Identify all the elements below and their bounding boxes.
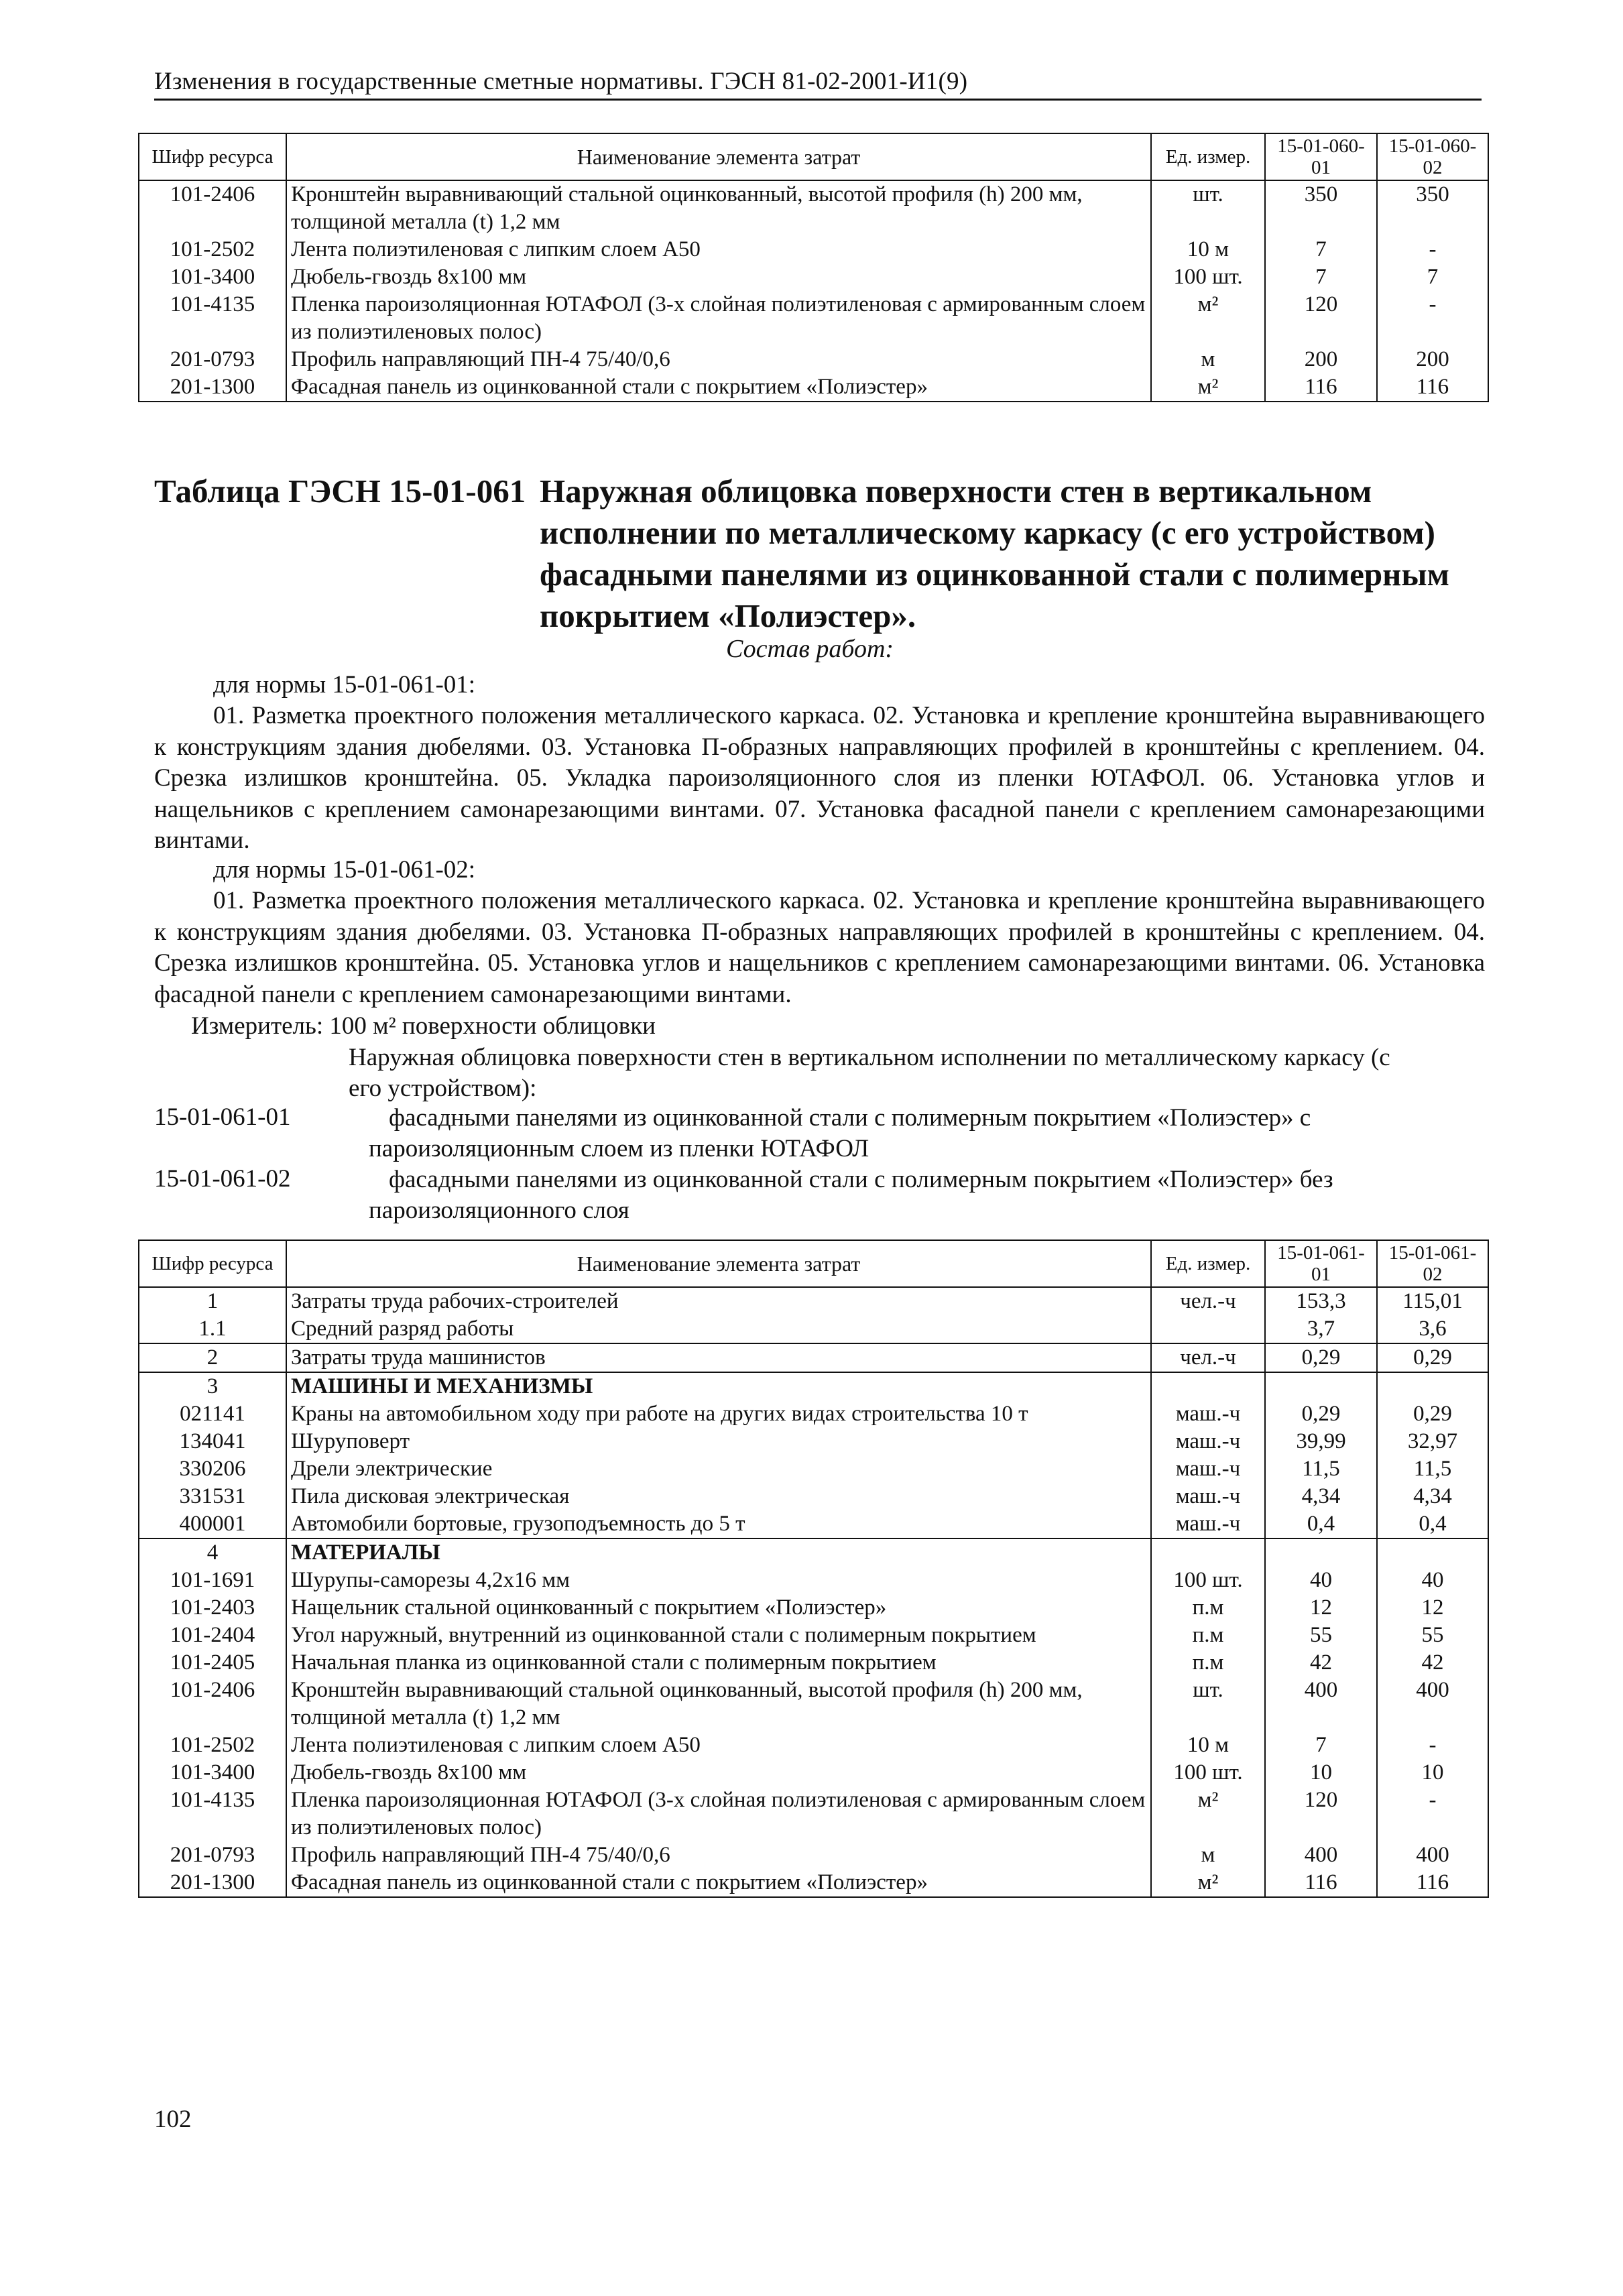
resource-name: Нащельник стальной оцинкованный с покрытием «Полиэстер» (286, 1594, 1151, 1622)
resource-unit: маш.-ч (1151, 1510, 1265, 1538)
header-unit: Ед. измер. (1151, 133, 1265, 180)
table-row (139, 373, 1488, 402)
resource-unit: м² (1151, 291, 1265, 346)
resource-unit: м (1151, 346, 1265, 373)
resource-unit: 10 м (1151, 236, 1265, 263)
resource-code: 201-0793 (139, 346, 286, 373)
table-row (139, 1287, 1488, 1315)
resource-table-060 (138, 133, 1489, 402)
resource-code: 101-4135 (139, 291, 286, 346)
resource-unit: шт. (1151, 1677, 1265, 1732)
resource-name: МАТЕРИАЛЫ (286, 1538, 1151, 1567)
resource-name: Краны на автомобильном ходу при работе на других видах строительства 10 т (286, 1400, 1151, 1428)
norm-2-value: 115,01 (1377, 1287, 1488, 1315)
norm-2-value: 40 (1377, 1567, 1488, 1594)
resource-code: 3 (139, 1372, 286, 1400)
resource-code: 2 (139, 1343, 286, 1372)
table-row (139, 1315, 1488, 1343)
norm-1-value: 39,99 (1265, 1428, 1377, 1455)
works-heading: Состав работ: (726, 635, 894, 663)
norm-1-value: 153,3 (1265, 1287, 1377, 1315)
resource-name: Кронштейн выравнивающий стальной оцинкованный, высотой профиля (h) 200 мм, толщиной металла (t) 1,2 мм (286, 180, 1151, 236)
resource-name: Пленка пароизоляционная ЮТАФОЛ (3-х слойная полиэтиленовая с армированным слоем из полиэтиленовых полос) (286, 1787, 1151, 1841)
resource-unit: м (1151, 1841, 1265, 1869)
table-body (139, 1287, 1488, 1897)
resource-name: Шуруповерт (286, 1428, 1151, 1455)
resource-code: 331531 (139, 1483, 286, 1510)
table-title-text: Наружная облицовка поверхности стен в вертикальном исполнении по металлическому каркасу (с его устройством) фасадными панелями из оцинкованной стали с полимерным покрытием «Полиэстер». (540, 473, 1449, 634)
norm-2-value: - (1377, 236, 1488, 263)
header-norm-1: 15-01-061-01 (1265, 1240, 1377, 1287)
resource-unit (1151, 1538, 1265, 1567)
norm-2-value (1377, 1538, 1488, 1567)
norm-1-value: 0,29 (1265, 1400, 1377, 1428)
header-norm-1: 15-01-060-01 (1265, 133, 1377, 180)
resource-code: 101-1691 (139, 1567, 286, 1594)
resource-unit: чел.-ч (1151, 1287, 1265, 1315)
norm-1-value: 40 (1265, 1567, 1377, 1594)
resource-code: 1 (139, 1287, 286, 1315)
norm-2-value: 116 (1377, 1869, 1488, 1897)
resource-code: 1.1 (139, 1315, 286, 1343)
resource-name: Кронштейн выравнивающий стальной оцинкованный, высотой профиля (h) 200 мм, толщиной металла (t) 1,2 мм (286, 1677, 1151, 1732)
table-row (139, 1677, 1488, 1732)
resource-name: Средний разряд работы (286, 1315, 1151, 1343)
resource-name: Автомобили бортовые, грузоподъемность до 5 т (286, 1510, 1151, 1538)
resource-name: Фасадная панель из оцинкованной стали с покрытием «Полиэстер» (286, 373, 1151, 402)
norm-2-value: 55 (1377, 1622, 1488, 1649)
resource-unit: п.м (1151, 1594, 1265, 1622)
norm-1-value: 7 (1265, 1732, 1377, 1759)
resource-unit: м² (1151, 373, 1265, 402)
resource-unit: 10 м (1151, 1732, 1265, 1759)
norm1-works: 01. Разметка проектного положения металлического каркаса. 02. Установка и крепление кронштейна выравнивающего к конструкциям здания дюбелями. 03. Установка П-образных направляющих профилей в кронштейны с креплением. 04. Срезка излишков кронштейна. 05. Укладка пароизоляционного слоя из пленки ЮТАФОЛ. 06. Установка углов и нащельников с креплением самонарезающими винтами. 07. Установка фасадной панели с креплением самонарезающими винтами. (154, 702, 1485, 854)
norm-2-value: 400 (1377, 1841, 1488, 1869)
resource-code: 021141 (139, 1400, 286, 1428)
norm-2-value: 42 (1377, 1649, 1488, 1677)
resource-table-061 (138, 1240, 1489, 1898)
norm-1-value: 120 (1265, 1787, 1377, 1841)
table-row (139, 1510, 1488, 1538)
table-row (139, 1732, 1488, 1759)
table-row (139, 346, 1488, 373)
resource-unit: чел.-ч (1151, 1343, 1265, 1372)
resource-code: 101-2403 (139, 1594, 286, 1622)
table-row (139, 1841, 1488, 1869)
norm-1-value: 4,34 (1265, 1483, 1377, 1510)
resource-code: 101-4135 (139, 1787, 286, 1841)
table-row (139, 263, 1488, 291)
norm-desc-1: фасадными панелями из оцинкованной стали с полимерным покрытием «Полиэстер» с пароизоляционным слоем из пленки ЮТАФОЛ (369, 1104, 1311, 1162)
table-row (139, 1538, 1488, 1567)
table-row (139, 291, 1488, 346)
resource-name: Пленка пароизоляционная ЮТАФОЛ (3-х слойная полиэтиленовая с армированным слоем из полиэтиленовых полос) (286, 291, 1151, 346)
table-row (139, 1567, 1488, 1594)
resource-unit: п.м (1151, 1622, 1265, 1649)
norm-code-2: 15-01-061-02 (154, 1165, 291, 1193)
resource-unit: 100 шт. (1151, 1567, 1265, 1594)
table-title-number: Таблица ГЭСН 15-01-061 (154, 473, 526, 509)
resource-unit: м² (1151, 1787, 1265, 1841)
norm-1-value: 12 (1265, 1594, 1377, 1622)
norm-desc-2: фасадными панелями из оцинкованной стали с полимерным покрытием «Полиэстер» без пароизоляционного слоя (369, 1166, 1333, 1224)
resource-name: МАШИНЫ И МЕХАНИЗМЫ (286, 1372, 1151, 1400)
norm-1-value: 200 (1265, 346, 1377, 373)
table-row (139, 1594, 1488, 1622)
table-body (139, 180, 1488, 402)
resource-unit: м² (1151, 1869, 1265, 1897)
norm-code-1: 15-01-061-01 (154, 1103, 291, 1131)
norm-2-value (1377, 1372, 1488, 1400)
header-code: Шифр ресурса (139, 133, 286, 180)
header-name: Наименование элемента затрат (286, 1240, 1151, 1287)
running-header: Изменения в государственные сметные нормативы. ГЭСН 81-02-2001-И1(9) (154, 67, 1482, 101)
norm-2-value: - (1377, 291, 1488, 346)
table-row (139, 1622, 1488, 1649)
resource-code: 101-3400 (139, 1759, 286, 1787)
norm-2-value: 0,29 (1377, 1400, 1488, 1428)
norm-2-value: 12 (1377, 1594, 1488, 1622)
norm-2-value: 200 (1377, 346, 1488, 373)
resource-name: Профиль направляющий ПН-4 75/40/0,6 (286, 346, 1151, 373)
resource-code: 101-2405 (139, 1649, 286, 1677)
norm1-label: для нормы 15-01-061-01: (213, 671, 476, 699)
norm-1-value: 350 (1265, 180, 1377, 236)
table-row (139, 1483, 1488, 1510)
header-unit: Ед. измер. (1151, 1240, 1265, 1287)
resource-unit: маш.-ч (1151, 1428, 1265, 1455)
norm-1-value (1265, 1372, 1377, 1400)
norm-1-value: 0,4 (1265, 1510, 1377, 1538)
norm-1-value: 116 (1265, 373, 1377, 402)
table-row (139, 1455, 1488, 1483)
resource-name: Лента полиэтиленовая с липким слоем А50 (286, 1732, 1151, 1759)
norm-2-value: 7 (1377, 263, 1488, 291)
resource-code: 101-2406 (139, 1677, 286, 1732)
resource-code: 201-1300 (139, 373, 286, 402)
table-row (139, 1343, 1488, 1372)
resource-unit: шт. (1151, 180, 1265, 236)
norm-2-value: 10 (1377, 1759, 1488, 1787)
resource-code: 330206 (139, 1455, 286, 1483)
resource-name: Дрели электрические (286, 1455, 1151, 1483)
resource-name: Лента полиэтиленовая с липким слоем А50 (286, 236, 1151, 263)
resource-name: Профиль направляющий ПН-4 75/40/0,6 (286, 1841, 1151, 1869)
resource-unit: маш.-ч (1151, 1400, 1265, 1428)
norm-1-value: 3,7 (1265, 1315, 1377, 1343)
resource-name: Шурупы-саморезы 4,2х16 мм (286, 1567, 1151, 1594)
resource-code: 201-1300 (139, 1869, 286, 1897)
norm-1-value (1265, 1538, 1377, 1567)
resource-code: 4 (139, 1538, 286, 1567)
header-code: Шифр ресурса (139, 1240, 286, 1287)
resource-unit: п.м (1151, 1649, 1265, 1677)
norm-1-value: 400 (1265, 1841, 1377, 1869)
header-norm-2: 15-01-061-02 (1377, 1240, 1488, 1287)
table-row (139, 180, 1488, 236)
resource-name: Затраты труда машинистов (286, 1343, 1151, 1372)
resource-name: Начальная планка из оцинкованной стали с полимерным покрытием (286, 1649, 1151, 1677)
resource-code: 101-2404 (139, 1622, 286, 1649)
norm-1-value: 0,29 (1265, 1343, 1377, 1372)
norm-1-value: 116 (1265, 1869, 1377, 1897)
resource-name: Дюбель-гвоздь 8х100 мм (286, 263, 1151, 291)
norm-1-value: 11,5 (1265, 1455, 1377, 1483)
norm2-works: 01. Разметка проектного положения металлического каркаса. 02. Установка и крепление кронштейна выравнивающего к конструкциям здания дюбелями. 03. Установка П-образных направляющих профилей в кронштейны с креплением. 04. Срезка излишков кронштейна. 05. Установка углов и нащельников с креплением самонарезающими винтами. 06. Установка фасадной панели с креплением самонарезающими винтами. (154, 887, 1485, 1008)
norm-2-value: - (1377, 1787, 1488, 1841)
norm-2-value: 116 (1377, 373, 1488, 402)
norm-1-value: 400 (1265, 1677, 1377, 1732)
table-row (139, 1428, 1488, 1455)
table-row (139, 1400, 1488, 1428)
resource-name: Затраты труда рабочих-строителей (286, 1287, 1151, 1315)
measure-unit: Измеритель: 100 м² поверхности облицовки (191, 1012, 656, 1040)
resource-code: 101-2502 (139, 1732, 286, 1759)
resource-name: Дюбель-гвоздь 8х100 мм (286, 1759, 1151, 1787)
norms-intro: Наружная облицовка поверхности стен в вертикальном исполнении по металлическому каркасу (с его устройством): (349, 1044, 1390, 1102)
resource-code: 201-0793 (139, 1841, 286, 1869)
norm-1-value: 7 (1265, 263, 1377, 291)
table-row (139, 1372, 1488, 1400)
header-name: Наименование элемента затрат (286, 133, 1151, 180)
resource-name: Угол наружный, внутренний из оцинкованной стали с полимерным покрытием (286, 1622, 1151, 1649)
resource-unit (1151, 1315, 1265, 1343)
resource-unit (1151, 1372, 1265, 1400)
resource-unit: 100 шт. (1151, 1759, 1265, 1787)
resource-code: 134041 (139, 1428, 286, 1455)
page-number: 102 (154, 2106, 192, 2133)
table-row (139, 1649, 1488, 1677)
norm-1-value: 42 (1265, 1649, 1377, 1677)
header-norm-2: 15-01-060-02 (1377, 133, 1488, 180)
resource-code: 400001 (139, 1510, 286, 1538)
norm-1-value: 7 (1265, 236, 1377, 263)
norm-2-value: 3,6 (1377, 1315, 1488, 1343)
resource-unit: 100 шт. (1151, 263, 1265, 291)
table-row (139, 1787, 1488, 1841)
norm-1-value: 120 (1265, 291, 1377, 346)
resource-unit: маш.-ч (1151, 1455, 1265, 1483)
norm-2-value: 32,97 (1377, 1428, 1488, 1455)
resource-name: Фасадная панель из оцинкованной стали с покрытием «Полиэстер» (286, 1869, 1151, 1897)
norm-2-value: 400 (1377, 1677, 1488, 1732)
table-row (139, 1869, 1488, 1897)
norm-2-value: 11,5 (1377, 1455, 1488, 1483)
norm-2-value: - (1377, 1732, 1488, 1759)
table-row (139, 236, 1488, 263)
resource-name: Пила дисковая электрическая (286, 1483, 1151, 1510)
resource-code: 101-2502 (139, 236, 286, 263)
norm-1-value: 55 (1265, 1622, 1377, 1649)
norm-2-value: 350 (1377, 180, 1488, 236)
resource-code: 101-2406 (139, 180, 286, 236)
resource-unit: маш.-ч (1151, 1483, 1265, 1510)
norm2-label: для нормы 15-01-061-02: (213, 856, 476, 884)
resource-code: 101-3400 (139, 263, 286, 291)
table-row (139, 1759, 1488, 1787)
norm-2-value: 4,34 (1377, 1483, 1488, 1510)
norm-2-value: 0,29 (1377, 1343, 1488, 1372)
norm-2-value: 0,4 (1377, 1510, 1488, 1538)
norm-1-value: 10 (1265, 1759, 1377, 1787)
